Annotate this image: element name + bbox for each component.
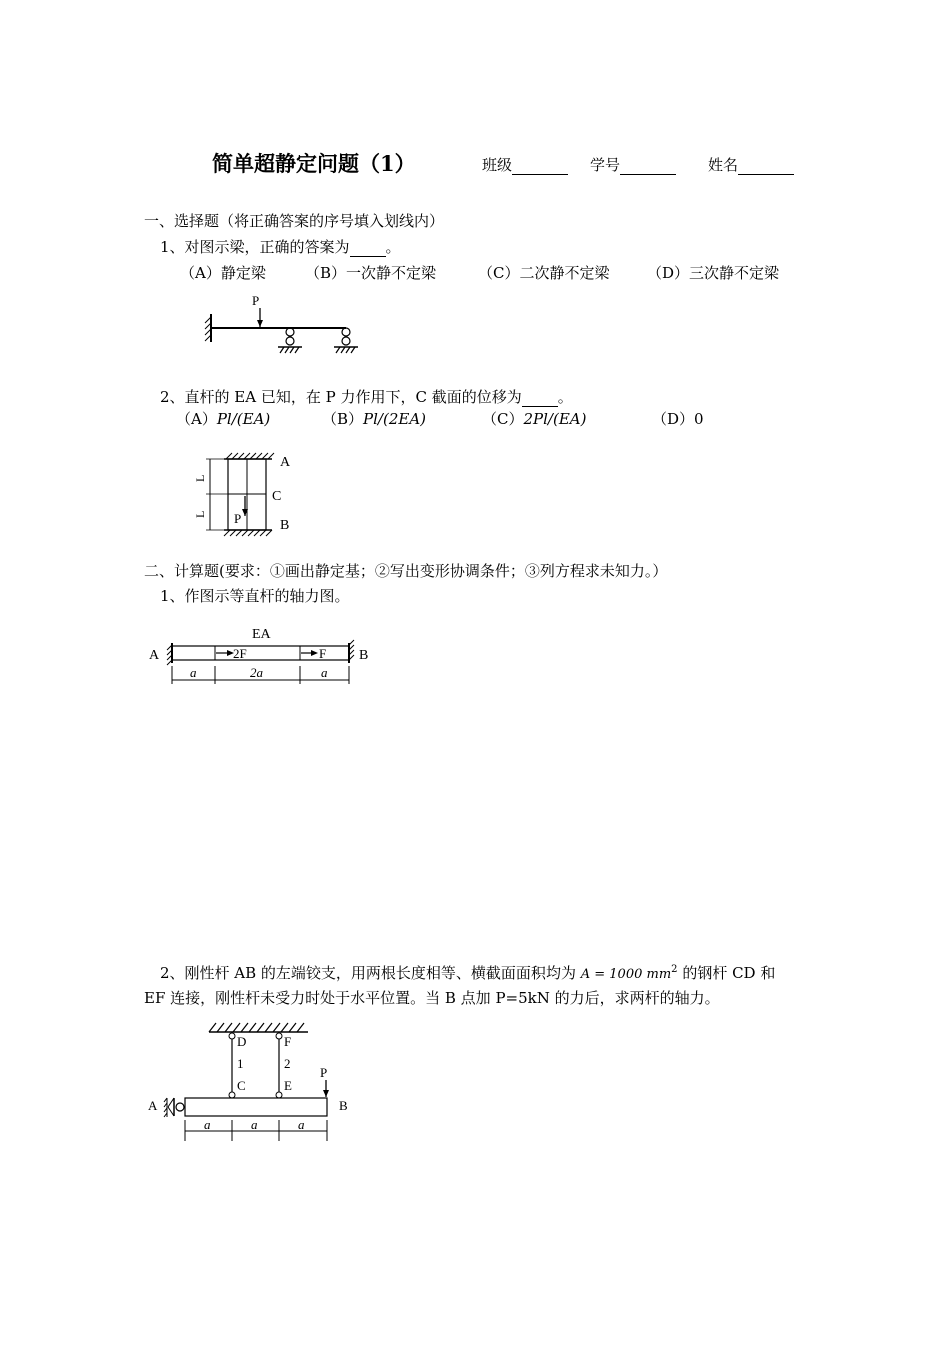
dim-a1: a bbox=[204, 1117, 211, 1132]
label-b: B bbox=[359, 648, 369, 663]
label-f: F bbox=[284, 1034, 292, 1049]
label-a: A bbox=[148, 1098, 158, 1113]
dim-l2: L bbox=[193, 510, 207, 518]
q2-answer-blank[interactable] bbox=[522, 391, 558, 407]
id-label: 学号 bbox=[590, 156, 621, 174]
dim-a1: a bbox=[190, 665, 197, 680]
s2-q2-line1 bbox=[160, 962, 775, 983]
area-expression: A = 1000 mm bbox=[580, 967, 672, 982]
q1-option-a: （A）静定梁 bbox=[180, 264, 266, 282]
name-label: 姓名 bbox=[708, 156, 739, 174]
s2-q1-prompt: 1、作图示等直杆的轴力图。 bbox=[160, 587, 350, 605]
q1-option-d: （D）三次静不定梁 bbox=[647, 264, 780, 282]
roller-support-1 bbox=[278, 328, 302, 353]
id-blank[interactable] bbox=[620, 158, 676, 175]
label-c: C bbox=[272, 489, 282, 504]
q2-prompt-text: 2、直杆的 EA 已知，在 P 力作用下，C 截面的位移为 bbox=[160, 388, 522, 406]
name-blank[interactable] bbox=[738, 158, 794, 175]
q1-answer-blank[interactable] bbox=[350, 241, 386, 257]
load-label: P bbox=[234, 511, 242, 526]
load-label: P bbox=[320, 1065, 328, 1080]
class-label: 班级 bbox=[482, 156, 513, 174]
q1-option-b: （B）一次静不定梁 bbox=[305, 264, 437, 282]
roller-support-2 bbox=[334, 328, 358, 353]
q2-option-b: （B）Pl/(2EA) bbox=[322, 410, 427, 428]
dim-l1: L bbox=[193, 474, 207, 482]
page-title: 简单超静定问题（1） bbox=[212, 151, 416, 176]
label-b: B bbox=[339, 1098, 348, 1113]
label-e: E bbox=[284, 1078, 292, 1093]
label-rod2: 2 bbox=[284, 1056, 291, 1071]
rigid-bar bbox=[185, 1098, 327, 1116]
force-2f-label: 2F bbox=[233, 646, 247, 661]
dim-a3: a bbox=[298, 1117, 305, 1132]
s2-q2-figure bbox=[143, 1018, 368, 1148]
force-f-label: F bbox=[319, 646, 327, 661]
class-blank[interactable] bbox=[512, 158, 568, 175]
label-a: A bbox=[149, 648, 160, 663]
load-label: P bbox=[252, 293, 260, 308]
class-field bbox=[482, 154, 568, 175]
q2-bar-figure bbox=[190, 450, 310, 545]
q2-prompt-end: 。 bbox=[557, 388, 573, 406]
q1-prompt-text: 1、对图示梁，正确的答案为 bbox=[160, 238, 350, 256]
label-c: C bbox=[237, 1078, 246, 1093]
id-field bbox=[590, 154, 676, 175]
label-b: B bbox=[280, 518, 290, 533]
q2-prompt bbox=[160, 386, 573, 407]
q2-option-a: （A）Pl/(EA) bbox=[176, 410, 271, 428]
s2-q1-figure bbox=[143, 622, 378, 690]
section1-heading: 一、选择题（将正确答案的序号填入划线内） bbox=[144, 212, 445, 230]
dim-a2: a bbox=[321, 665, 328, 680]
dim-2a: 2a bbox=[250, 665, 263, 680]
q1-prompt bbox=[160, 236, 401, 257]
pin-support bbox=[176, 1103, 184, 1111]
section2-heading: 二、计算题(要求：①画出静定基；②写出变形协调条件；③列方程求未知力。） bbox=[144, 562, 668, 580]
q1-option-c: （C）二次静不定梁 bbox=[478, 264, 610, 282]
q1-prompt-end: 。 bbox=[385, 238, 401, 256]
label-a: A bbox=[280, 455, 291, 470]
q2-option-d: （D）0 bbox=[652, 410, 704, 428]
label-d: D bbox=[237, 1034, 247, 1049]
name-field bbox=[708, 154, 794, 175]
dim-a2: a bbox=[251, 1117, 258, 1132]
area-exponent: 2 bbox=[671, 964, 678, 975]
q2-option-c: （C）2Pl/(EA) bbox=[482, 410, 587, 428]
ea-label: EA bbox=[252, 627, 271, 642]
s2-q2-line2: EF 连接，刚性杆未受力时处于水平位置。当 B 点加 P=5kN 的力后，求两杆的轴力。 bbox=[144, 989, 720, 1007]
s2-q2-line1-after: 的钢杆 CD 和 bbox=[682, 964, 776, 982]
s2-q2-line1-before: 2、刚性杆 AB 的左端铰支，用两根长度相等、横截面面积均为 bbox=[160, 964, 576, 982]
label-rod1: 1 bbox=[237, 1056, 244, 1071]
q1-beam-figure bbox=[200, 290, 370, 365]
